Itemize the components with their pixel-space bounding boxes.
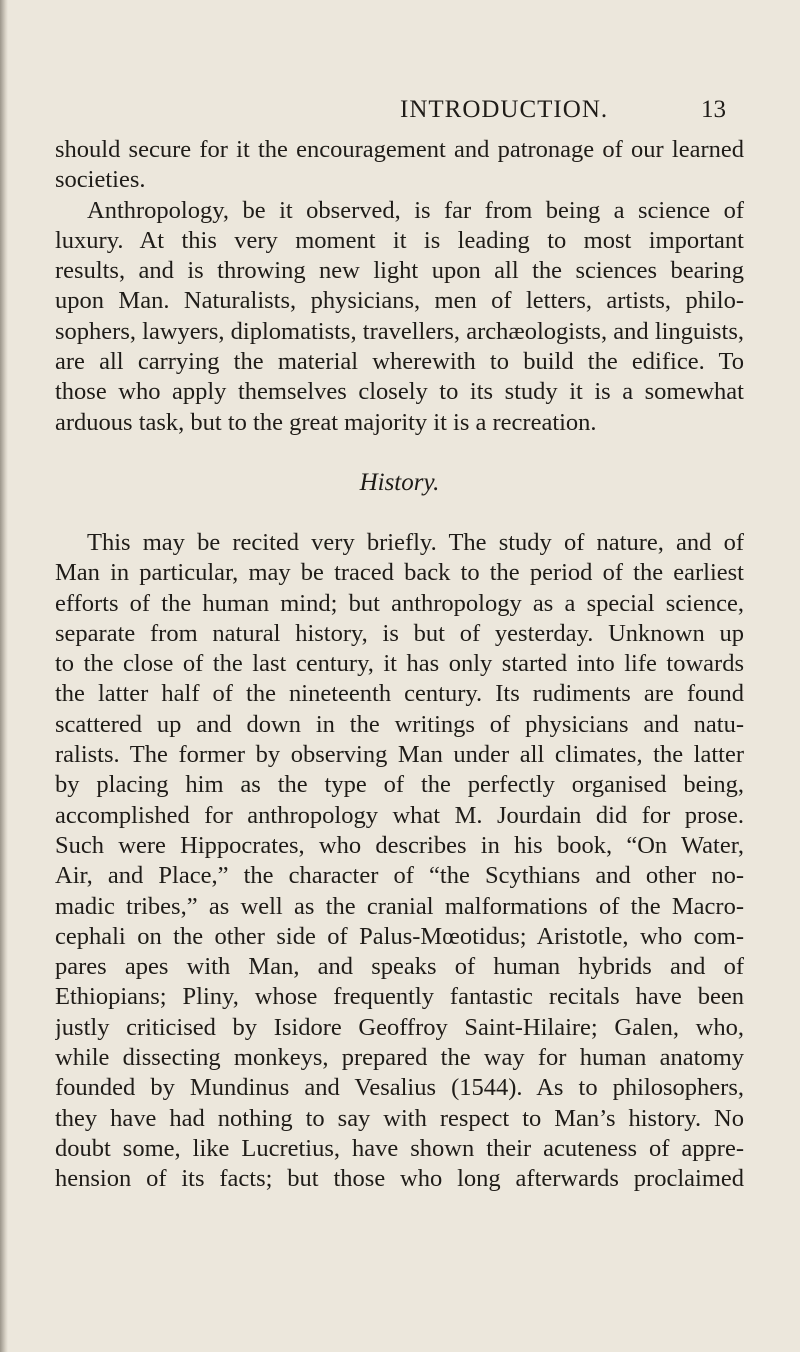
text-line: madic tribes,” as well as the cranial malformations of the Macro-: [55, 892, 744, 920]
text-line: founded by Mundinus and Vesalius (1544). As to philosophers,: [55, 1074, 744, 1102]
page-number: 13: [701, 96, 726, 123]
text-line: cephali on the other side of Palus-Mœotidus; Aristotle, who com-: [55, 922, 744, 950]
text-line: Man in particular, may be traced back to the period of the earliest: [55, 559, 744, 587]
text-line: hension of its facts; but those who long afterwards proclaimed: [55, 1165, 744, 1193]
text-line: accomplished for anthropology what M. Jourdain did for prose.: [55, 801, 744, 829]
text-line: societies.: [55, 166, 146, 194]
text-line: luxury. At this very moment it is leading to most important: [55, 226, 744, 254]
text-line: the latter half of the nineteenth century. Its rudiments are found: [55, 680, 744, 708]
text-line: to the close of the last century, it has only started into life towards: [55, 650, 744, 678]
text-line: by placing him as the type of the perfectly organised being,: [55, 771, 744, 799]
page-binding-shadow: [0, 0, 8, 1352]
page-text: [55, 135, 744, 1195]
text-line: ralists. The former by observing Man under all climates, the latter: [55, 741, 744, 769]
text-line: separate from natural history, is but of yesterday. Unknown up: [55, 619, 744, 647]
text-line: justly criticised by Isidore Geoffroy Saint-Hilaire; Galen, who,: [55, 1013, 744, 1041]
text-line: Air, and Place,” the character of “the Scythians and other no-: [55, 862, 744, 890]
section-heading: History.: [359, 468, 440, 496]
text-line: should secure for it the encouragement and patronage of our learned: [55, 136, 744, 163]
running-title: INTRODUCTION.: [400, 96, 609, 123]
text-line: arduous task, but to the great majority it is a recreation.: [55, 408, 597, 436]
text-line: upon Man. Naturalists, physicians, men of letters, artists, philo-: [55, 287, 744, 315]
text-line: scattered up and down in the writings of physicians and natu-: [55, 710, 744, 738]
running-head: [0, 92, 800, 132]
text-line: are all carrying the material wherewith to build the edifice. To: [55, 348, 744, 376]
text-line: Ethiopians; Pliny, whose frequently fantastic recitals have been: [55, 983, 744, 1011]
text-line: results, and is throwing new light upon all the sciences bearing: [55, 257, 744, 285]
text-line: doubt some, like Lucretius, have shown their acuteness of appre-: [55, 1134, 744, 1162]
text-line: while dissecting monkeys, prepared the way for human anatomy: [55, 1044, 744, 1072]
text-line: pares apes with Man, and speaks of human hybrids and of: [55, 953, 744, 981]
text-line: efforts of the human mind; but anthropology as a special science,: [55, 589, 744, 617]
text-line: Such were Hippocrates, who describes in his book, “On Water,: [55, 831, 744, 859]
paragraph-2: [55, 196, 744, 438]
paragraph-3: [55, 528, 744, 1195]
paragraph-1: [55, 135, 744, 196]
text-line: Anthropology, be it observed, is far from being a science of: [87, 196, 744, 224]
text-line: they have had nothing to say with respect to Man’s history. No: [55, 1104, 744, 1132]
text-line: sophers, lawyers, diplomatists, travellers, archæologists, and linguists,: [55, 317, 744, 345]
text-line: those who apply themselves closely to its study it is a somewhat: [55, 378, 744, 406]
text-line: This may be recited very briefly. The study of nature, and of: [87, 528, 744, 556]
